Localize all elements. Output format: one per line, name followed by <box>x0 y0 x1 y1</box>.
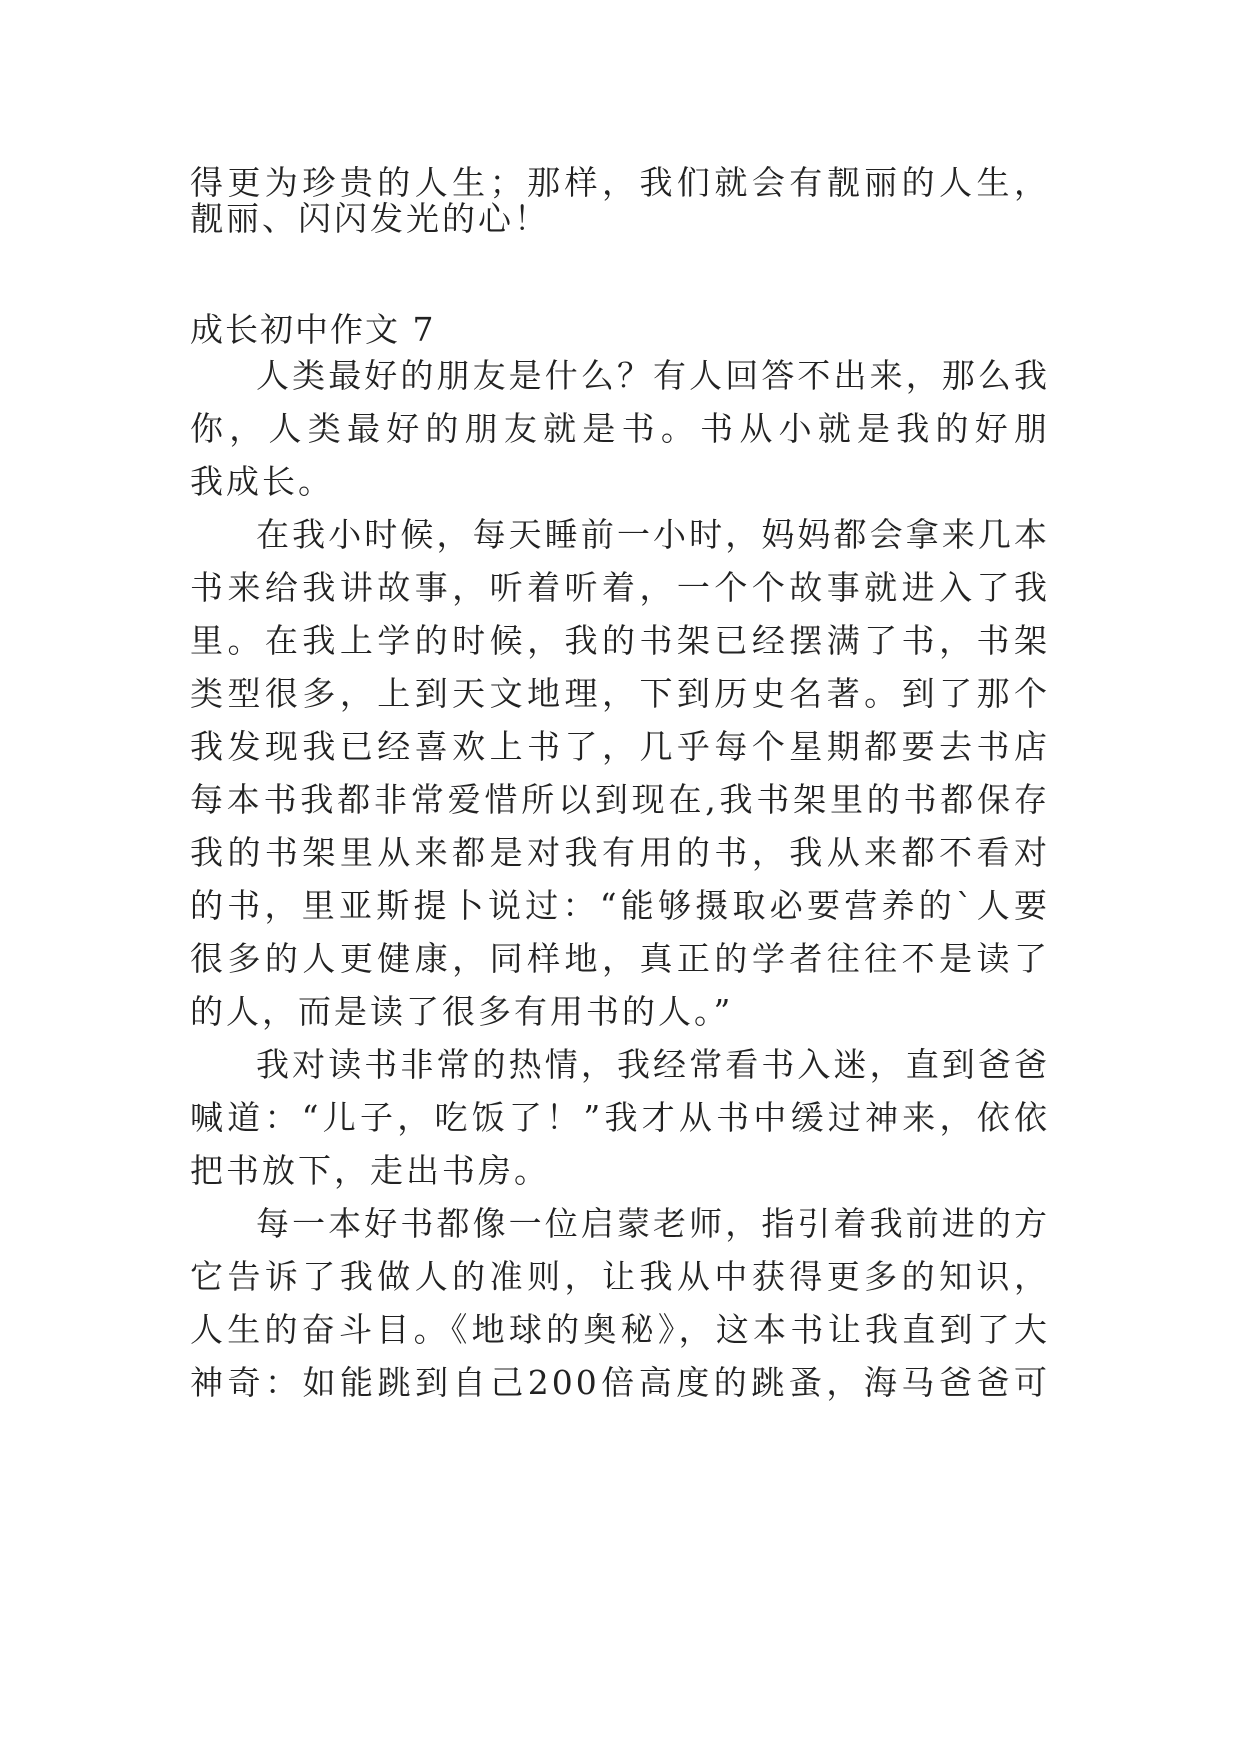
text-line: 你，人类最好的朋友就是书。书从小就是我的好朋 <box>190 409 1050 448</box>
text-line: 神奇：如能跳到自己200倍高度的跳蚤，海马爸爸可 <box>190 1363 1050 1402</box>
text-line: 我成长。 <box>190 462 334 501</box>
text-line: 把书放下，走出书房。 <box>190 1151 550 1190</box>
text-line: 喊道：“儿子，吃饭了！”我才从书中缓过神来，依依 <box>190 1098 1050 1137</box>
section-title: 成长初中作文 7 <box>190 310 436 349</box>
text-line: 的书，里亚斯提卜说过：“能够摄取必要营养的`人要 <box>190 886 1050 925</box>
text-line: 在我小时候，每天睡前一小时，妈妈都会拿来几本 <box>256 515 1050 554</box>
text-line: 书来给我讲故事，听着听着，一个个故事就进入了我 <box>190 568 1050 607</box>
text-line: 得更为珍贵的人生；那样，我们就会有靓丽的人生， <box>190 163 1050 202</box>
text-line: 很多的人更健康，同样地，真正的学者往往不是读了 <box>190 939 1050 978</box>
text-line: 它告诉了我做人的准则，让我从中获得更多的知识， <box>190 1257 1050 1296</box>
text-line: 每本书我都非常爱惜所以到现在,我书架里的书都保存 <box>190 780 1050 819</box>
text-line: 靓丽、闪闪发光的心！ <box>190 199 550 238</box>
text-line: 我对读书非常的热情，我经常看书入迷，直到爸爸 <box>256 1045 1050 1084</box>
text-line: 我发现我已经喜欢上书了，几乎每个星期都要去书店 <box>190 727 1050 766</box>
text-line: 里。在我上学的时候，我的书架已经摆满了书，书架 <box>190 621 1050 660</box>
text-line: 的人，而是读了很多有用书的人。” <box>190 992 734 1031</box>
text-line: 类型很多，上到天文地理，下到历史名著。到了那个 <box>190 674 1050 713</box>
text-line: 人类最好的朋友是什么？有人回答不出来，那么我 <box>256 356 1050 395</box>
text-line: 我的书架里从来都是对我有用的书，我从来都不看对 <box>190 833 1050 872</box>
text-line: 每一本好书都像一位启蒙老师，指引着我前进的方 <box>256 1204 1050 1243</box>
text-line: 人生的奋斗目。《地球的奥秘》，这本书让我直到了大 <box>190 1310 1050 1349</box>
